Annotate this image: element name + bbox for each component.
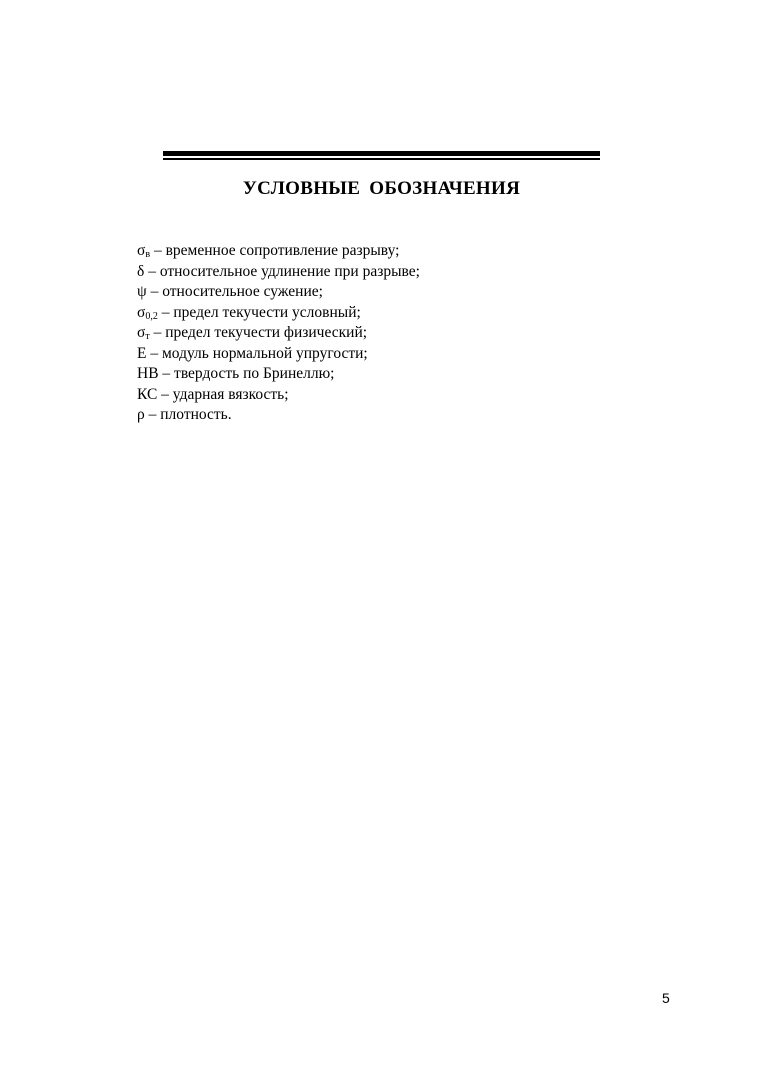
legend-list: [137, 241, 420, 426]
legend-item-impact-toughness: [137, 385, 420, 406]
legend-symbol: $\sigma_{0,2}$: [137, 303, 158, 322]
legend-symbol: ρ: [137, 406, 145, 423]
legend-description: – предел текучести условный;: [157, 303, 361, 321]
legend-description: – временное сопротивление разрыву;: [150, 242, 400, 259]
legend-item-elongation: [137, 262, 420, 283]
legend-item-density: [137, 405, 420, 426]
legend-description: – относительное сужение;: [146, 283, 323, 300]
legend-symbol: Е: [137, 344, 147, 362]
legend-description: – твердость по Бринеллю;: [158, 365, 335, 382]
legend-item-ultimate-strength: [137, 241, 420, 262]
legend-item-reduction-of-area: [137, 282, 420, 303]
header-rule-thick: [163, 151, 600, 156]
legend-item-brinell-hardness: [137, 364, 420, 385]
legend-description: – относительное удлинение при разрыве;: [144, 262, 420, 280]
legend-symbol: ψ: [137, 283, 147, 300]
page-number: 5: [662, 990, 670, 1006]
legend-item-elastic-modulus: [137, 344, 420, 365]
legend-symbol: НВ: [137, 365, 159, 382]
legend-symbol: $\sigma_в$: [137, 242, 151, 260]
legend-symbol: КС: [137, 385, 158, 403]
legend-description: – плотность.: [144, 406, 232, 423]
legend-item-yield-strength: [137, 323, 420, 344]
legend-symbol: δ: [137, 262, 145, 280]
legend-description: – предел текучести физический;: [149, 324, 368, 341]
header-rule-thin: [163, 158, 600, 160]
legend-item-proof-stress: [137, 303, 420, 324]
legend-description: – ударная вязкость;: [157, 385, 289, 403]
page-title: УСЛОВНЫЕ ОБОЗНАЧЕНИЯ: [242, 178, 521, 199]
legend-symbol: $\sigma_т$: [137, 324, 150, 342]
legend-description: – модуль нормальной упругости;: [146, 344, 368, 362]
